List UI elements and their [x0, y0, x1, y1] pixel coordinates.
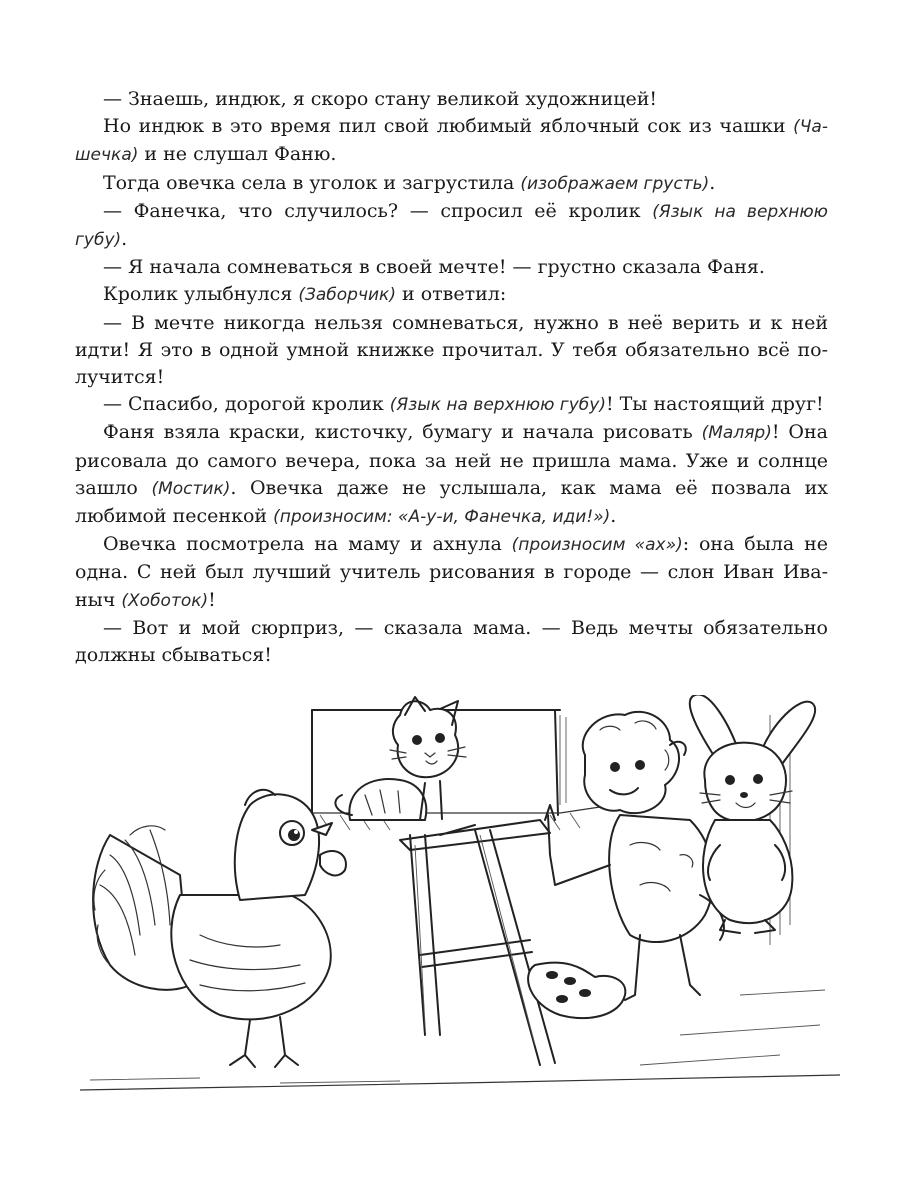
exercise-hint: (изображаем грусть): [520, 173, 710, 194]
story-text-segment: — Вот и мой сюрприз, — сказала мама. — Ведь мечты обязательно должны сбываться!: [75, 616, 828, 667]
story-paragraph: [75, 310, 828, 392]
story-text-segment: Кролик улыбнулся: [103, 283, 299, 306]
story-text-segment: Тогда овечка села в уголок и загрустила: [103, 171, 521, 194]
story-text-segment: ! Она рисовала до самого вечера, пока за ней не пришла мама. Уже и солнце зашло: [75, 421, 828, 499]
story-text-segment: Фаня взяла краски, кисточку, бумагу и начала рисовать: [103, 421, 702, 444]
story-paragraph: [75, 531, 828, 615]
exercise-hint: (произносим «ах»): [511, 535, 683, 556]
exercise-hint: (Язык на верхнюю губу): [389, 395, 606, 416]
kitten-icon: [335, 697, 466, 820]
story-text-segment: — Спасибо, дорогой кролик: [103, 393, 390, 416]
story-text-segment: Овечка посмотрела на маму и ахнула: [103, 533, 512, 556]
lamb-icon: [545, 712, 724, 1000]
story-paragraph: [75, 170, 828, 198]
story-text-segment: Но индюк в это время пил свой любимый яблочный сок из чашки: [103, 115, 794, 138]
exercise-hint: (Маляр): [701, 423, 772, 444]
exercise-hint: (Язык на верхнюю губу): [75, 201, 828, 251]
story-paragraph: [75, 198, 828, 254]
story-text-segment: .: [709, 171, 716, 194]
story-paragraph: [75, 254, 828, 281]
rabbit-icon: [690, 695, 815, 933]
story-text-segment: — Фанечка, что случилось? — спросил её кролик: [103, 199, 653, 222]
story-text-segment: и не слушал Фаню.: [138, 143, 337, 166]
story-paragraph: [75, 615, 828, 669]
story-paragraph: [75, 281, 828, 309]
story-paragraph: [75, 113, 828, 169]
story-text-segment: — В мечте никогда нельзя сомневаться, нужно в неё верить и к ней идти! Я это в одной умной книжке прочитал. У тебя обязательно всё получится!: [75, 311, 828, 389]
storybook-illustration-icon: [80, 695, 840, 1100]
exercise-hint: (Хоботок): [121, 590, 209, 611]
story-text-segment: .: [610, 505, 617, 528]
palette-icon: [528, 963, 625, 1018]
easel-icon: [400, 820, 555, 1065]
story-text-segment: — Я начала сомневаться в своей мечте! — грустно сказала Фаня.: [103, 256, 765, 279]
story-text-segment: ! Ты настоящий друг!: [605, 393, 824, 416]
exercise-hint: (Чашечка): [75, 117, 828, 166]
exercise-hint: (Мостик): [151, 478, 231, 499]
story-text: [75, 86, 828, 669]
story-paragraph: [75, 419, 828, 531]
exercise-hint: (произносим: «А-у-и, Фанечка, иди!»): [273, 507, 611, 528]
story-text-segment: : она была не одна. С ней был лучший учитель рисования в городе — слон Иван Иваныч: [75, 533, 828, 611]
story-text-segment: .: [121, 228, 128, 251]
exercise-hint: (Заборчик): [298, 285, 396, 306]
story-paragraph: [75, 86, 828, 113]
story-text-segment: — Знаешь, индюк, я скоро стану великой художницей!: [103, 88, 657, 110]
story-paragraph: [75, 391, 828, 419]
story-text-segment: . Овечка даже не услышала, как мама её позвала их любимой песенкой: [75, 476, 829, 528]
story-text-segment: !: [208, 588, 216, 611]
turkey-icon: [93, 790, 346, 1067]
story-text-segment: и ответил:: [395, 283, 507, 306]
